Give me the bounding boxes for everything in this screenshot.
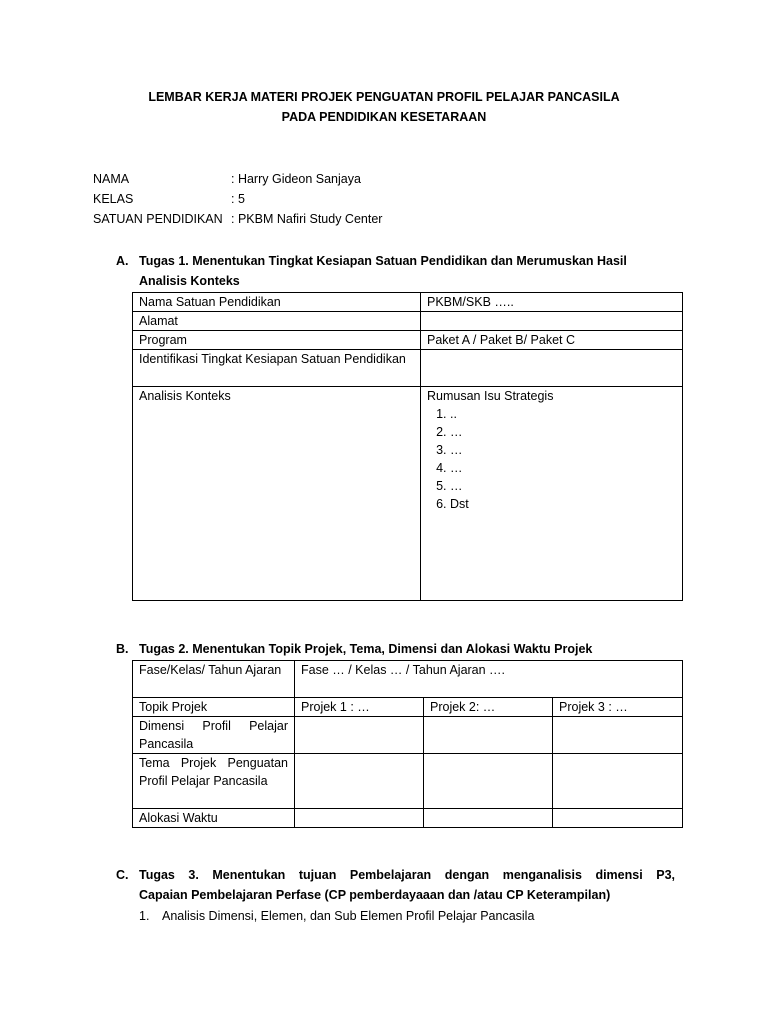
fase-label: Fase/Kelas/ Tahun Ajaran — [133, 661, 295, 698]
table-cell — [553, 754, 683, 809]
list-item: 1. .. — [450, 405, 676, 423]
row-value-nama-satuan: PKBM/SKB ….. — [421, 293, 683, 312]
section-c-item-number: 1. — [139, 909, 150, 923]
row-label-identifikasi: Identifikasi Tingkat Kesiapan Satuan Pendidikan — [133, 350, 421, 387]
section-c-item-text: Analisis Dimensi, Elemen, dan Sub Elemen Profil Pelajar Pancasila — [162, 909, 535, 923]
dimensi-label: Dimensi Profil Pelajar Pancasila — [133, 717, 295, 754]
table-row — [133, 293, 683, 312]
table-cell — [424, 809, 553, 828]
section-c-letter: C. — [116, 868, 129, 882]
row-value-alamat — [421, 312, 683, 331]
row-label-analisis-konteks: Analisis Konteks — [133, 387, 421, 601]
row-label-program: Program — [133, 331, 421, 350]
document-subtitle: PADA PENDIDIKAN KESETARAAN — [281, 110, 487, 124]
list-item: 4. … — [450, 459, 676, 477]
section-a-title-cont: Analisis Konteks — [139, 274, 240, 288]
section-c-title-cont: Capaian Pembelajaran Perfase (CP pemberdayaaan dan /atau CP Keterampilan) — [139, 888, 611, 902]
identity-value-satuan: : PKBM Nafiri Study Center — [231, 212, 383, 226]
topik-label: Topik Projek — [133, 698, 295, 717]
list-item: 3. … — [450, 441, 676, 459]
list-item: 6. Dst — [450, 495, 676, 513]
identity-label-nama: NAMA — [93, 172, 130, 186]
table-cell — [295, 717, 424, 754]
row-value-program: Paket A / Paket B/ Paket C — [421, 331, 683, 350]
table-cell — [295, 809, 424, 828]
project-3-header: Projek 3 : … — [553, 698, 683, 717]
table-row — [133, 350, 683, 387]
strategy-list — [427, 405, 676, 513]
row-label-nama-satuan: Nama Satuan Pendidikan — [133, 293, 421, 312]
table-row — [133, 387, 683, 601]
table-row — [133, 754, 683, 809]
identity-value-kelas: : 5 — [231, 192, 245, 206]
context-analysis-table — [132, 292, 683, 601]
row-value-identifikasi — [421, 350, 683, 387]
fase-value: Fase … / Kelas … / Tahun Ajaran …. — [295, 661, 683, 698]
identity-label-satuan: SATUAN PENDIDIKAN — [93, 212, 223, 226]
list-item: 2. … — [450, 423, 676, 441]
project-2-header: Projek 2: … — [424, 698, 553, 717]
table-cell — [424, 754, 553, 809]
table-cell — [553, 717, 683, 754]
row-label-alamat: Alamat — [133, 312, 421, 331]
table-row — [133, 698, 683, 717]
identity-label-kelas: KELAS — [93, 192, 134, 206]
list-item: 5. … — [450, 477, 676, 495]
document-title: LEMBAR KERJA MATERI PROJEK PENGUATAN PROFIL PELAJAR PANCASILA — [148, 90, 620, 104]
strategy-cell — [421, 387, 683, 601]
section-a-title: Tugas 1. Menentukan Tingkat Kesiapan Satuan Pendidikan dan Merumuskan Hasil — [139, 254, 627, 268]
table-row — [133, 312, 683, 331]
table-cell — [424, 717, 553, 754]
table-row — [133, 661, 683, 698]
section-b-letter: B. — [116, 642, 129, 656]
project-topic-table — [132, 660, 683, 828]
section-b-title: Tugas 2. Menentukan Topik Projek, Tema, Dimensi dan Alokasi Waktu Projek — [139, 642, 593, 656]
tema-label: Tema Projek Penguatan Profil Pelajar Pancasila — [133, 754, 295, 809]
table-cell — [553, 809, 683, 828]
table-row — [133, 331, 683, 350]
table-row — [133, 809, 683, 828]
section-a-letter: A. — [116, 254, 129, 268]
section-c-title: Tugas 3. Menentukan tujuan Pembelajaran dengan menganalisis dimensi P3, — [139, 868, 675, 882]
project-1-header: Projek 1 : … — [295, 698, 424, 717]
table-cell — [295, 754, 424, 809]
alokasi-label: Alokasi Waktu — [133, 809, 295, 828]
table-row — [133, 717, 683, 754]
identity-value-nama: : Harry Gideon Sanjaya — [231, 172, 361, 186]
strategy-heading: Rumusan Isu Strategis — [427, 389, 554, 403]
